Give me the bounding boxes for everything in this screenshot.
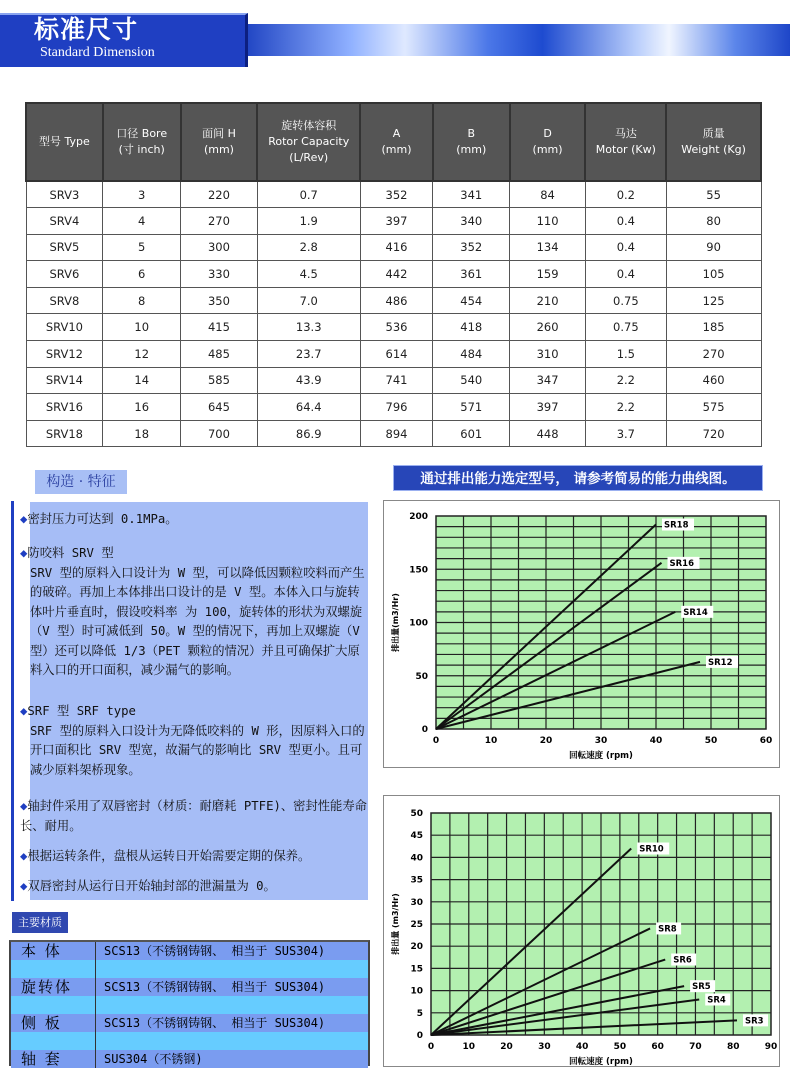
x-tick-label: 60 (651, 1042, 664, 1052)
material-row-spacer (11, 960, 368, 978)
table-cell: 0.2 (585, 181, 666, 208)
table-cell: 571 (433, 394, 510, 421)
table-cell: 601 (433, 420, 510, 447)
y-tick-label: 15 (410, 964, 423, 975)
table-cell: 6 (103, 261, 181, 288)
table-cell: 12 (103, 341, 181, 368)
diamond-bullet-icon: ◆ (20, 546, 28, 560)
diamond-bullet-icon: ◆ (20, 879, 28, 893)
y-axis-label: 排出量 (m3/Hr) (391, 893, 400, 955)
y-tick-label: 100 (409, 618, 428, 629)
x-tick-label: 0 (432, 736, 440, 746)
feature-heading (20, 797, 370, 836)
material-row (11, 978, 368, 996)
table-row (26, 341, 761, 368)
x-tick-label: 90 (764, 1042, 778, 1052)
feature-item (20, 510, 370, 530)
column-header-line: (mm) (381, 143, 412, 156)
column-header-line: (mm) (203, 143, 234, 156)
table-cell: SRV10 (26, 314, 103, 341)
table-cell: 536 (360, 314, 433, 341)
table-row (26, 287, 761, 314)
table-cell: 4 (103, 208, 181, 235)
table-cell: 0.4 (585, 234, 666, 261)
table-cell: 0.75 (585, 314, 666, 341)
table-cell: 540 (433, 367, 510, 394)
table-cell: 485 (181, 341, 258, 368)
material-value: SCS13（不锈钢铸钢、 相当于 SUS304) (104, 1016, 326, 1030)
feature-item (20, 847, 370, 867)
table-cell: 454 (433, 287, 510, 314)
diamond-bullet-icon: ◆ (20, 704, 28, 718)
table-cell: 55 (666, 181, 761, 208)
chart-large-models (383, 500, 780, 768)
table-row (26, 181, 761, 208)
x-tick-label: 20 (539, 736, 553, 746)
table-cell: 361 (433, 261, 510, 288)
table-cell: 16 (103, 394, 181, 421)
y-tick-label: 10 (410, 986, 423, 997)
table-cell: 80 (666, 208, 761, 235)
series-label: SR16 (669, 558, 694, 569)
x-tick-label: 30 (538, 1042, 551, 1052)
table-cell: 415 (181, 314, 258, 341)
table-cell: SRV5 (26, 234, 103, 261)
table-cell: 2.8 (257, 234, 360, 261)
table-cell: 645 (181, 394, 258, 421)
column-header-line: (mm) (456, 143, 487, 156)
table-cell: 310 (510, 341, 586, 368)
chart-small-models (383, 795, 780, 1067)
diamond-bullet-icon: ◆ (20, 849, 28, 863)
material-row (11, 1014, 368, 1032)
material-part: 旋转体 (11, 978, 96, 996)
y-tick-label: 45 (410, 831, 423, 842)
table-cell: 796 (360, 394, 433, 421)
x-tick-label: 80 (726, 1042, 740, 1052)
feature-heading (20, 510, 370, 530)
table-cell: 347 (510, 367, 586, 394)
y-tick-label: 40 (410, 853, 423, 864)
material-row-spacer (11, 996, 368, 1014)
material-value: SUS304（不锈钢) (104, 1052, 203, 1066)
x-tick-label: 70 (689, 1042, 702, 1052)
materials-title: 主要材质 (12, 912, 68, 933)
table-cell: 0.4 (585, 208, 666, 235)
column-header-line: 旋转体容积 (281, 119, 337, 132)
y-tick-label: 30 (410, 897, 423, 908)
table-cell: 700 (181, 420, 258, 447)
table-cell: 84 (510, 181, 586, 208)
table-cell: 397 (360, 208, 433, 235)
table-cell: SRV6 (26, 261, 103, 288)
material-value: SCS13（不锈钢铸钢、 相当于 SUS304) (104, 944, 326, 958)
table-cell: 43.9 (257, 367, 360, 394)
column-header-line: 马达 (614, 127, 637, 140)
table-cell: 614 (360, 341, 433, 368)
table-cell: 460 (666, 367, 761, 394)
table-cell: 4.5 (257, 261, 360, 288)
table-cell: 352 (360, 181, 433, 208)
table-row (26, 261, 761, 288)
column-header-line: D (543, 127, 552, 140)
spacer-cell (11, 960, 96, 978)
x-tick-label: 40 (649, 736, 663, 746)
table-cell: 7.0 (257, 287, 360, 314)
series-label: SR14 (683, 607, 708, 618)
column-header-line: 面间 H (202, 127, 236, 140)
table-cell: 159 (510, 261, 586, 288)
table-cell: 1.9 (257, 208, 360, 235)
table-cell: SRV3 (26, 181, 103, 208)
column-header-line: Motor (Kw) (595, 143, 656, 156)
table-cell: 0.7 (257, 181, 360, 208)
series-label: SR12 (708, 657, 733, 668)
x-tick-label: 0 (427, 1042, 435, 1052)
x-tick-label: 30 (594, 736, 608, 746)
table-cell: 484 (433, 341, 510, 368)
table-cell: SRV12 (26, 341, 103, 368)
x-axis-label: 回転速度 (rpm) (569, 751, 633, 761)
feature-heading-text: 防咬料 SRV 型 (27, 546, 114, 560)
features-accent-bar (11, 501, 14, 901)
table-cell: 741 (360, 367, 433, 394)
material-part: 侧 板 (11, 1014, 96, 1032)
table-cell: 397 (510, 394, 586, 421)
y-tick-label: 200 (409, 512, 428, 522)
table-cell: 220 (181, 181, 258, 208)
table-cell: 442 (360, 261, 433, 288)
chart-banner: 通过排出能力选定型号， 请参考简易的能力曲线图。 (393, 465, 763, 491)
column-header (257, 103, 360, 181)
table-cell: 270 (181, 208, 258, 235)
column-header (26, 103, 103, 181)
table-cell: SRV4 (26, 208, 103, 235)
feature-item (20, 544, 370, 681)
material-part: 本 体 (11, 942, 96, 960)
column-header (360, 103, 433, 181)
table-cell: 23.7 (257, 341, 360, 368)
column-header (181, 103, 258, 181)
table-cell: 14 (103, 367, 181, 394)
dimension-table (25, 102, 762, 447)
table-cell: 3 (103, 181, 181, 208)
table-cell: 1.5 (585, 341, 666, 368)
column-header-line: Rotor Capacity (268, 135, 350, 148)
page-subtitle: Standard Dimension (40, 45, 155, 60)
column-header-line: B (467, 127, 476, 140)
table-cell: 2.2 (585, 367, 666, 394)
x-tick-label: 20 (500, 1042, 513, 1052)
column-header-line: (L/Rev) (289, 151, 329, 164)
y-tick-label: 0 (416, 1031, 423, 1041)
table-cell: 90 (666, 234, 761, 261)
diamond-bullet-icon: ◆ (20, 799, 28, 813)
table-row (26, 314, 761, 341)
table-cell: 86.9 (257, 420, 360, 447)
table-row (26, 208, 761, 235)
y-tick-label: 50 (410, 809, 423, 819)
feature-heading-text: 轴封件采用了双唇密封（材质：耐磨耗 PTFE)、密封性能寿命长、耐用。 (20, 799, 367, 833)
table-cell: 10 (103, 314, 181, 341)
feature-item (20, 702, 370, 780)
table-row (26, 420, 761, 447)
table-cell: 340 (433, 208, 510, 235)
feature-body: SRV 型的原料入口设计为 W 型，可以降低因颗粒咬料而产生的破碎。再加上本体排出口设计的是 V 型。本体入口与旋转体叶片垂直时，假设咬料率 为 100，旋转体的形状为双螺旋（V 型）时可减低到 50。W 型的情况下，再加上双螺旋（V 型）还可以降低 1/3（PET 颗粒的情况）并且可确保扩大原料入口的开口面积，减少漏气的影响。 (30, 565, 365, 677)
table-cell: 210 (510, 287, 586, 314)
table-cell: 18 (103, 420, 181, 447)
x-axis-label: 回転速度 (rpm) (569, 1057, 633, 1067)
column-header-line: A (392, 127, 401, 140)
table-header-row (26, 103, 761, 181)
x-tick-label: 10 (462, 1042, 476, 1052)
table-cell: 448 (510, 420, 586, 447)
column-header-line: Weight (Kg) (681, 143, 746, 156)
table-cell: 5 (103, 234, 181, 261)
column-header-line: 口径 Bore (116, 127, 168, 140)
column-header-line: 质量 (702, 127, 725, 140)
table-cell: 110 (510, 208, 586, 235)
table-row (26, 394, 761, 421)
column-header (433, 103, 510, 181)
spacer-cell (11, 996, 96, 1014)
y-tick-label: 0 (421, 725, 428, 735)
spacer-cell (11, 1032, 96, 1050)
material-row-spacer (11, 1032, 368, 1050)
table-cell: 575 (666, 394, 761, 421)
materials-table (9, 940, 370, 1066)
y-tick-label: 20 (410, 942, 423, 953)
page-title: 标准尺寸 (34, 15, 139, 44)
feature-heading (20, 544, 370, 564)
feature-heading (20, 877, 370, 897)
series-label: SR5 (692, 982, 711, 993)
table-cell: SRV14 (26, 367, 103, 394)
table-cell: SRV16 (26, 394, 103, 421)
feature-body: SRF 型的原料入口设计为无降低咬料的 W 形，因原料入口的开口面积比 SRV 型宽，故漏气的影响比 SRV 型更小。且可减少原料架桥现象。 (30, 723, 365, 777)
table-cell: 416 (360, 234, 433, 261)
x-tick-label: 50 (704, 736, 718, 746)
column-header-line: (mm) (532, 143, 563, 156)
table-cell: 341 (433, 181, 510, 208)
table-cell: 260 (510, 314, 586, 341)
series-label: SR6 (673, 955, 692, 966)
table-cell: SRV18 (26, 420, 103, 447)
y-tick-label: 50 (415, 671, 428, 682)
x-tick-label: 60 (759, 736, 773, 746)
feature-heading (20, 702, 370, 722)
feature-heading (20, 847, 370, 867)
table-cell: 134 (510, 234, 586, 261)
series-label: SR4 (707, 995, 726, 1006)
table-cell: 13.3 (257, 314, 360, 341)
table-cell: 185 (666, 314, 761, 341)
table-cell: 0.75 (585, 287, 666, 314)
table-cell: 105 (666, 261, 761, 288)
y-tick-label: 5 (416, 1008, 423, 1019)
column-header (585, 103, 666, 181)
table-cell: 300 (181, 234, 258, 261)
table-cell: 3.7 (585, 420, 666, 447)
table-cell: 350 (181, 287, 258, 314)
x-tick-label: 50 (613, 1042, 627, 1052)
column-header-line: (寸 inch) (118, 143, 165, 156)
feature-heading-text: 双唇密封从运行日开始轴封部的泄漏量为 0。 (27, 879, 276, 893)
material-part: 轴 套 (11, 1050, 96, 1068)
column-header (666, 103, 761, 181)
y-tick-label: 35 (410, 875, 423, 886)
x-tick-label: 10 (484, 736, 498, 746)
series-label: SR3 (745, 1016, 764, 1027)
table-cell: 486 (360, 287, 433, 314)
diamond-bullet-icon: ◆ (20, 512, 28, 526)
table-cell: 8 (103, 287, 181, 314)
series-label: SR18 (664, 520, 689, 531)
table-cell: 0.4 (585, 261, 666, 288)
table-cell: 585 (181, 367, 258, 394)
column-header (103, 103, 181, 181)
header-title-box (0, 13, 248, 67)
feature-heading-text: SRF 型 SRF type (27, 704, 136, 718)
feature-item (20, 877, 370, 897)
y-tick-label: 25 (410, 920, 423, 930)
x-tick-label: 40 (575, 1042, 589, 1052)
table-cell: 125 (666, 287, 761, 314)
material-row (11, 942, 368, 960)
column-header (510, 103, 586, 181)
feature-heading-text: 根据运转条件，盘根从运转日开始需要定期的保养。 (27, 849, 311, 863)
table-cell: 2.2 (585, 394, 666, 421)
table-row (26, 234, 761, 261)
feature-item (20, 797, 370, 836)
y-tick-label: 150 (409, 565, 428, 576)
series-label: SR8 (658, 924, 677, 935)
features-title: 构造 · 特征 (35, 470, 127, 494)
table-row (26, 367, 761, 394)
table-cell: 330 (181, 261, 258, 288)
feature-heading-text: 密封压力可达到 0.1MPa。 (27, 512, 178, 526)
table-cell: 64.4 (257, 394, 360, 421)
table-cell: 418 (433, 314, 510, 341)
table-cell: 270 (666, 341, 761, 368)
series-label: SR10 (639, 844, 664, 855)
table-cell: 720 (666, 420, 761, 447)
table-cell: SRV8 (26, 287, 103, 314)
header-gradient-bar (240, 24, 790, 56)
material-row (11, 1050, 368, 1068)
table-cell: 352 (433, 234, 510, 261)
table-cell: 894 (360, 420, 433, 447)
column-header-line: 型号 Type (39, 135, 90, 148)
material-value: SCS13（不锈钢铸钢、 相当于 SUS304) (104, 980, 326, 994)
y-axis-label: 排出量(m3/Hr) (391, 593, 400, 652)
